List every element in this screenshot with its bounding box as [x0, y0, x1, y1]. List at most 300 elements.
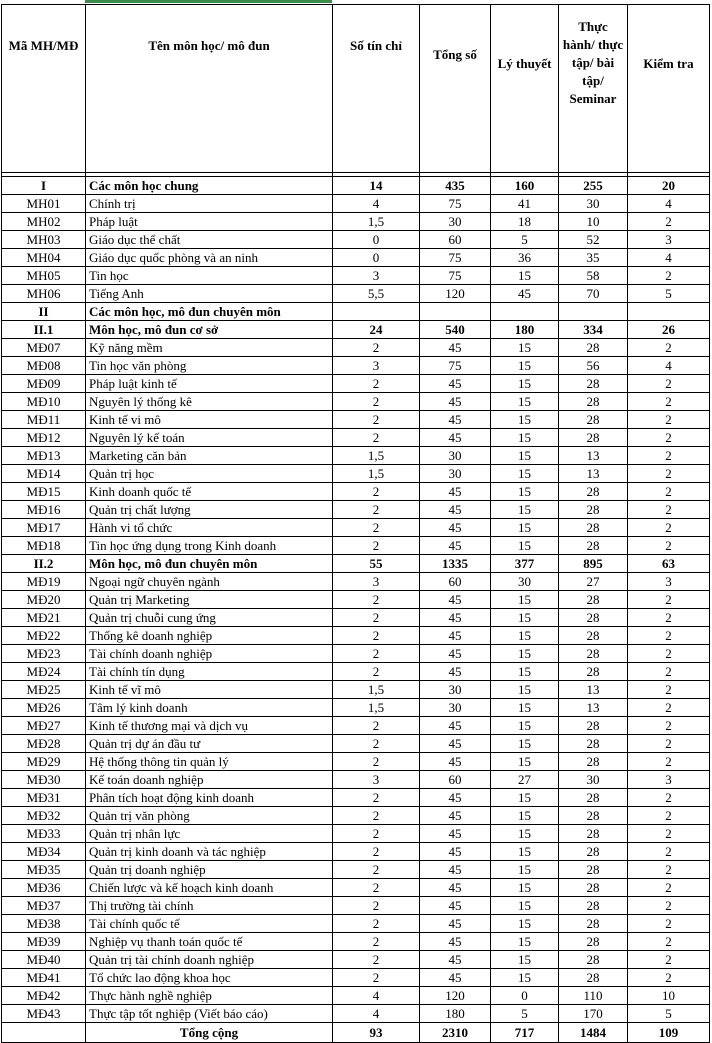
cell-theory[interactable]: 45: [491, 285, 559, 303]
cell-code[interactable]: MĐ07: [2, 339, 86, 357]
cell-credits[interactable]: 2: [333, 591, 420, 609]
cell-name[interactable]: Quản trị nhân lực: [86, 825, 333, 843]
cell-credits[interactable]: 2: [333, 393, 420, 411]
cell-credits[interactable]: 3: [333, 267, 420, 285]
cell-total[interactable]: 540: [420, 321, 491, 339]
cell-practice[interactable]: 28: [559, 411, 628, 429]
cell-practice[interactable]: 28: [559, 879, 628, 897]
cell-exam[interactable]: 2: [628, 879, 710, 897]
cell-code[interactable]: MH03: [2, 231, 86, 249]
cell-credits[interactable]: [333, 303, 420, 321]
cell-exam[interactable]: 2: [628, 951, 710, 969]
cell-exam[interactable]: 2: [628, 447, 710, 465]
cell-total[interactable]: 120: [420, 987, 491, 1005]
cell-total[interactable]: 45: [420, 411, 491, 429]
cell-practice[interactable]: 10: [559, 213, 628, 231]
cell-credits[interactable]: 2: [333, 735, 420, 753]
cell-theory[interactable]: 160: [491, 177, 559, 195]
cell-name[interactable]: Tin học văn phòng: [86, 357, 333, 375]
cell-total[interactable]: 30: [420, 699, 491, 717]
cell-exam[interactable]: 3: [628, 573, 710, 591]
cell-theory[interactable]: 15: [491, 501, 559, 519]
cell-code[interactable]: MH01: [2, 195, 86, 213]
cell-practice[interactable]: 28: [559, 609, 628, 627]
cell-exam[interactable]: 2: [628, 519, 710, 537]
cell-exam[interactable]: 2: [628, 213, 710, 231]
cell-practice[interactable]: 334: [559, 321, 628, 339]
cell-exam[interactable]: 2: [628, 483, 710, 501]
cell-credits[interactable]: 2: [333, 411, 420, 429]
cell-theory[interactable]: 15: [491, 663, 559, 681]
cell-code[interactable]: MĐ17: [2, 519, 86, 537]
cell-code[interactable]: MĐ18: [2, 537, 86, 555]
cell-theory[interactable]: 15: [491, 861, 559, 879]
cell-practice[interactable]: 255: [559, 177, 628, 195]
cell-credits[interactable]: 2: [333, 663, 420, 681]
cell-practice[interactable]: 28: [559, 375, 628, 393]
cell-credits[interactable]: 4: [333, 195, 420, 213]
cell-code[interactable]: MĐ27: [2, 717, 86, 735]
cell-exam[interactable]: 3: [628, 231, 710, 249]
cell-name[interactable]: Tâm lý kinh doanh: [86, 699, 333, 717]
cell-code[interactable]: MĐ37: [2, 897, 86, 915]
cell-exam[interactable]: 2: [628, 501, 710, 519]
cell-name[interactable]: Tài chính tín dụng: [86, 663, 333, 681]
cell-credits[interactable]: 3: [333, 573, 420, 591]
cell-total[interactable]: 45: [420, 879, 491, 897]
cell-credits[interactable]: 2: [333, 519, 420, 537]
cell-exam[interactable]: 2: [628, 753, 710, 771]
cell-exam[interactable]: 26: [628, 321, 710, 339]
cell-exam[interactable]: 2: [628, 789, 710, 807]
cell-name[interactable]: Quản trị dự án đầu tư: [86, 735, 333, 753]
cell-name[interactable]: Thực tập tốt nghiệp (Viết báo cáo): [86, 1005, 333, 1023]
cell-total[interactable]: 30: [420, 681, 491, 699]
cell-name[interactable]: Tiếng Anh: [86, 285, 333, 303]
cell-theory[interactable]: 15: [491, 339, 559, 357]
cell-code[interactable]: MĐ12: [2, 429, 86, 447]
cell-theory[interactable]: 15: [491, 933, 559, 951]
cell-practice[interactable]: 28: [559, 429, 628, 447]
cell-exam[interactable]: 4: [628, 195, 710, 213]
cell-code[interactable]: MĐ26: [2, 699, 86, 717]
cell-credits[interactable]: 2: [333, 429, 420, 447]
cell-practice[interactable]: 70: [559, 285, 628, 303]
cell-practice[interactable]: [559, 303, 628, 321]
cell-practice[interactable]: 28: [559, 825, 628, 843]
cell-practice[interactable]: 13: [559, 681, 628, 699]
cell-total[interactable]: 120: [420, 285, 491, 303]
cell-code[interactable]: MĐ40: [2, 951, 86, 969]
cell-code[interactable]: MĐ15: [2, 483, 86, 501]
cell-theory[interactable]: 15: [491, 825, 559, 843]
cell-exam[interactable]: 2: [628, 663, 710, 681]
cell-code[interactable]: MĐ16: [2, 501, 86, 519]
cell-credits[interactable]: 2: [333, 897, 420, 915]
cell-practice[interactable]: 110: [559, 987, 628, 1005]
cell-total[interactable]: 75: [420, 267, 491, 285]
cell-theory[interactable]: 15: [491, 267, 559, 285]
cell-total[interactable]: 45: [420, 933, 491, 951]
cell-practice[interactable]: 28: [559, 393, 628, 411]
cell-theory[interactable]: 377: [491, 555, 559, 573]
cell-total[interactable]: 45: [420, 519, 491, 537]
cell-total[interactable]: 75: [420, 357, 491, 375]
cell-theory[interactable]: 36: [491, 249, 559, 267]
cell-practice[interactable]: 28: [559, 861, 628, 879]
cell-exam[interactable]: 3: [628, 771, 710, 789]
cell-name[interactable]: Chính trị: [86, 195, 333, 213]
cell-theory[interactable]: 30: [491, 573, 559, 591]
cell-total[interactable]: 45: [420, 645, 491, 663]
cell-practice[interactable]: 895: [559, 555, 628, 573]
cell-practice[interactable]: 13: [559, 465, 628, 483]
cell-total[interactable]: 45: [420, 735, 491, 753]
cell-theory[interactable]: 15: [491, 627, 559, 645]
cell-credits[interactable]: 2: [333, 789, 420, 807]
cell-exam[interactable]: 4: [628, 357, 710, 375]
cell-credits[interactable]: 2: [333, 627, 420, 645]
cell-exam[interactable]: 2: [628, 915, 710, 933]
cell-exam[interactable]: 2: [628, 969, 710, 987]
cell-credits[interactable]: 2: [333, 969, 420, 987]
cell-code[interactable]: MĐ24: [2, 663, 86, 681]
cell-code[interactable]: MĐ42: [2, 987, 86, 1005]
cell-exam[interactable]: 2: [628, 609, 710, 627]
totals-total[interactable]: 2310: [420, 1023, 491, 1043]
cell-practice[interactable]: 170: [559, 1005, 628, 1023]
cell-credits[interactable]: 1,5: [333, 699, 420, 717]
cell-total[interactable]: 30: [420, 465, 491, 483]
totals-exam[interactable]: 109: [628, 1023, 710, 1043]
cell-practice[interactable]: 28: [559, 915, 628, 933]
cell-name[interactable]: Quản trị văn phòng: [86, 807, 333, 825]
cell-credits[interactable]: 2: [333, 915, 420, 933]
cell-theory[interactable]: 180: [491, 321, 559, 339]
cell-credits[interactable]: 24: [333, 321, 420, 339]
cell-name[interactable]: Quản trị doanh nghiệp: [86, 861, 333, 879]
cell-name[interactable]: Môn học, mô đun chuyên môn: [86, 555, 333, 573]
cell-total[interactable]: 45: [420, 789, 491, 807]
cell-exam[interactable]: 2: [628, 699, 710, 717]
cell-exam[interactable]: 2: [628, 843, 710, 861]
cell-name[interactable]: Tài chính quốc tế: [86, 915, 333, 933]
cell-code[interactable]: MĐ10: [2, 393, 86, 411]
cell-practice[interactable]: 28: [559, 501, 628, 519]
cell-name[interactable]: Các môn học, mô đun chuyên môn: [86, 303, 333, 321]
cell-code[interactable]: MĐ28: [2, 735, 86, 753]
cell-practice[interactable]: 28: [559, 519, 628, 537]
cell-name[interactable]: Nghiệp vụ thanh toán quốc tế: [86, 933, 333, 951]
cell-name[interactable]: Giáo dục quốc phòng và an ninh: [86, 249, 333, 267]
cell-theory[interactable]: 15: [491, 447, 559, 465]
cell-practice[interactable]: 28: [559, 645, 628, 663]
cell-exam[interactable]: 2: [628, 933, 710, 951]
cell-code[interactable]: MĐ11: [2, 411, 86, 429]
cell-theory[interactable]: 15: [491, 681, 559, 699]
cell-name[interactable]: Các môn học chung: [86, 177, 333, 195]
cell-theory[interactable]: 15: [491, 735, 559, 753]
cell-theory[interactable]: 15: [491, 789, 559, 807]
cell-credits[interactable]: 0: [333, 231, 420, 249]
cell-theory[interactable]: 15: [491, 969, 559, 987]
header-practice[interactable]: Thực hành/ thực tập/ bài tập/ Seminar: [559, 5, 628, 173]
cell-theory[interactable]: 27: [491, 771, 559, 789]
cell-practice[interactable]: 28: [559, 933, 628, 951]
cell-credits[interactable]: 4: [333, 987, 420, 1005]
cell-name[interactable]: Nguyên lý kế toán: [86, 429, 333, 447]
cell-code[interactable]: MĐ25: [2, 681, 86, 699]
cell-credits[interactable]: 4: [333, 1005, 420, 1023]
cell-exam[interactable]: 20: [628, 177, 710, 195]
cell-practice[interactable]: 28: [559, 339, 628, 357]
cell-theory[interactable]: 41: [491, 195, 559, 213]
cell-credits[interactable]: 3: [333, 771, 420, 789]
cell-name[interactable]: Tin học ứng dụng trong Kinh doanh: [86, 537, 333, 555]
cell-theory[interactable]: 5: [491, 231, 559, 249]
cell-code[interactable]: MĐ29: [2, 753, 86, 771]
cell-total[interactable]: 45: [420, 951, 491, 969]
cell-theory[interactable]: 15: [491, 609, 559, 627]
cell-practice[interactable]: 28: [559, 627, 628, 645]
cell-exam[interactable]: 2: [628, 645, 710, 663]
cell-name[interactable]: Kinh doanh quốc tế: [86, 483, 333, 501]
cell-code[interactable]: MĐ34: [2, 843, 86, 861]
header-theory[interactable]: Lý thuyết: [491, 5, 559, 173]
cell-name[interactable]: Marketing căn bản: [86, 447, 333, 465]
cell-credits[interactable]: 1,5: [333, 681, 420, 699]
cell-practice[interactable]: 28: [559, 807, 628, 825]
cell-credits[interactable]: 5,5: [333, 285, 420, 303]
cell-name[interactable]: Pháp luật: [86, 213, 333, 231]
cell-practice[interactable]: 30: [559, 771, 628, 789]
cell-code[interactable]: MĐ23: [2, 645, 86, 663]
cell-theory[interactable]: 15: [491, 879, 559, 897]
cell-credits[interactable]: 2: [333, 501, 420, 519]
cell-theory[interactable]: 15: [491, 897, 559, 915]
cell-theory[interactable]: 15: [491, 591, 559, 609]
cell-total[interactable]: 45: [420, 807, 491, 825]
header-exam[interactable]: Kiểm tra: [628, 5, 710, 173]
cell-credits[interactable]: 2: [333, 483, 420, 501]
cell-credits[interactable]: 2: [333, 645, 420, 663]
cell-exam[interactable]: 5: [628, 1005, 710, 1023]
cell-exam[interactable]: 2: [628, 735, 710, 753]
cell-practice[interactable]: 28: [559, 843, 628, 861]
cell-credits[interactable]: 2: [333, 537, 420, 555]
cell-practice[interactable]: 27: [559, 573, 628, 591]
cell-exam[interactable]: 2: [628, 339, 710, 357]
cell-exam[interactable]: 2: [628, 465, 710, 483]
cell-exam[interactable]: 2: [628, 861, 710, 879]
cell-code[interactable]: MĐ21: [2, 609, 86, 627]
cell-practice[interactable]: 28: [559, 591, 628, 609]
cell-code[interactable]: MH05: [2, 267, 86, 285]
cell-theory[interactable]: 15: [491, 537, 559, 555]
cell-practice[interactable]: 30: [559, 195, 628, 213]
cell-name[interactable]: Tổ chức lao động khoa học: [86, 969, 333, 987]
cell-total[interactable]: 60: [420, 573, 491, 591]
cell-code[interactable]: MĐ35: [2, 861, 86, 879]
cell-exam[interactable]: 2: [628, 807, 710, 825]
cell-name[interactable]: Giáo dục thể chất: [86, 231, 333, 249]
cell-credits[interactable]: 1,5: [333, 447, 420, 465]
cell-exam[interactable]: [628, 303, 710, 321]
cell-credits[interactable]: 2: [333, 843, 420, 861]
cell-credits[interactable]: 0: [333, 249, 420, 267]
cell-name[interactable]: Hệ thống thông tin quản lý: [86, 753, 333, 771]
cell-code[interactable]: MĐ19: [2, 573, 86, 591]
cell-name[interactable]: Tài chính doanh nghiệp: [86, 645, 333, 663]
cell-name[interactable]: Kỹ năng mềm: [86, 339, 333, 357]
cell-exam[interactable]: 2: [628, 393, 710, 411]
header-credits[interactable]: Số tín chỉ: [333, 5, 420, 173]
cell-exam[interactable]: 2: [628, 411, 710, 429]
cell-theory[interactable]: 15: [491, 393, 559, 411]
cell-practice[interactable]: 13: [559, 699, 628, 717]
cell-total[interactable]: 45: [420, 483, 491, 501]
cell-exam[interactable]: 2: [628, 627, 710, 645]
cell-theory[interactable]: 15: [491, 411, 559, 429]
cell-exam[interactable]: 63: [628, 555, 710, 573]
cell-credits[interactable]: 55: [333, 555, 420, 573]
cell-exam[interactable]: 2: [628, 825, 710, 843]
cell-practice[interactable]: 28: [559, 753, 628, 771]
cell-code[interactable]: MĐ08: [2, 357, 86, 375]
cell-practice[interactable]: 28: [559, 897, 628, 915]
header-code[interactable]: Mã MH/MĐ: [2, 5, 86, 173]
cell-total[interactable]: 45: [420, 339, 491, 357]
cell-practice[interactable]: 28: [559, 717, 628, 735]
cell-name[interactable]: Quản trị chuỗi cung ứng: [86, 609, 333, 627]
cell-code[interactable]: MĐ09: [2, 375, 86, 393]
cell-total[interactable]: 60: [420, 231, 491, 249]
cell-total[interactable]: 45: [420, 537, 491, 555]
cell-practice[interactable]: 35: [559, 249, 628, 267]
cell-total[interactable]: [420, 303, 491, 321]
cell-total[interactable]: 45: [420, 897, 491, 915]
cell-credits[interactable]: 1,5: [333, 213, 420, 231]
cell-exam[interactable]: 2: [628, 897, 710, 915]
cell-code[interactable]: II: [2, 303, 86, 321]
cell-credits[interactable]: 2: [333, 825, 420, 843]
cell-theory[interactable]: 15: [491, 375, 559, 393]
cell-total[interactable]: 45: [420, 429, 491, 447]
cell-code[interactable]: II.1: [2, 321, 86, 339]
cell-exam[interactable]: 2: [628, 429, 710, 447]
cell-code[interactable]: MĐ39: [2, 933, 86, 951]
cell-name[interactable]: Phân tích hoạt động kinh doanh: [86, 789, 333, 807]
cell-code[interactable]: MĐ41: [2, 969, 86, 987]
cell-total[interactable]: 45: [420, 825, 491, 843]
cell-exam[interactable]: 2: [628, 681, 710, 699]
cell-practice[interactable]: 52: [559, 231, 628, 249]
cell-theory[interactable]: 18: [491, 213, 559, 231]
cell-total[interactable]: 1335: [420, 555, 491, 573]
cell-code[interactable]: MĐ33: [2, 825, 86, 843]
cell-name[interactable]: Kinh tế thương mại và dịch vụ: [86, 717, 333, 735]
cell-total[interactable]: 45: [420, 753, 491, 771]
cell-name[interactable]: Kinh tế vĩ mô: [86, 681, 333, 699]
cell-name[interactable]: Môn học, mô đun cơ sở: [86, 321, 333, 339]
cell-name[interactable]: Quản trị kinh doanh và tác nghiệp: [86, 843, 333, 861]
cell-practice[interactable]: 28: [559, 951, 628, 969]
cell-code[interactable]: MĐ14: [2, 465, 86, 483]
cell-total[interactable]: 45: [420, 627, 491, 645]
totals-theory[interactable]: 717: [491, 1023, 559, 1043]
cell-credits[interactable]: 2: [333, 933, 420, 951]
cell-practice[interactable]: 28: [559, 735, 628, 753]
cell-total[interactable]: 75: [420, 249, 491, 267]
cell-total[interactable]: 30: [420, 447, 491, 465]
cell-code[interactable]: MĐ31: [2, 789, 86, 807]
cell-theory[interactable]: 15: [491, 645, 559, 663]
cell-credits[interactable]: 1,5: [333, 465, 420, 483]
cell-exam[interactable]: 2: [628, 375, 710, 393]
cell-code[interactable]: MĐ43: [2, 1005, 86, 1023]
cell-exam[interactable]: 5: [628, 285, 710, 303]
cell-code[interactable]: MH04: [2, 249, 86, 267]
cell-practice[interactable]: 13: [559, 447, 628, 465]
cell-name[interactable]: Ngoại ngữ chuyên ngành: [86, 573, 333, 591]
cell-total[interactable]: 45: [420, 717, 491, 735]
cell-total[interactable]: 30: [420, 213, 491, 231]
totals-practice[interactable]: 1484: [559, 1023, 628, 1043]
cell-credits[interactable]: 2: [333, 879, 420, 897]
cell-name[interactable]: Kế toán doanh nghiệp: [86, 771, 333, 789]
cell-code[interactable]: MĐ13: [2, 447, 86, 465]
cell-practice[interactable]: 28: [559, 969, 628, 987]
cell-practice[interactable]: 58: [559, 267, 628, 285]
header-name[interactable]: Tên môn học/ mô đun: [86, 5, 333, 173]
cell-theory[interactable]: 15: [491, 699, 559, 717]
cell-theory[interactable]: 15: [491, 753, 559, 771]
cell-total[interactable]: 45: [420, 501, 491, 519]
cell-name[interactable]: Quản trị chất lượng: [86, 501, 333, 519]
cell-name[interactable]: Tin học: [86, 267, 333, 285]
cell-theory[interactable]: 15: [491, 915, 559, 933]
cell-name[interactable]: Thống kê doanh nghiệp: [86, 627, 333, 645]
cell-practice[interactable]: 28: [559, 537, 628, 555]
cell-total[interactable]: 45: [420, 591, 491, 609]
cell-credits[interactable]: 2: [333, 861, 420, 879]
cell-code[interactable]: MĐ30: [2, 771, 86, 789]
cell-name[interactable]: Thị trường tài chính: [86, 897, 333, 915]
cell-name[interactable]: Chiến lược và kế hoạch kinh doanh: [86, 879, 333, 897]
cell-credits[interactable]: 2: [333, 807, 420, 825]
cell-code[interactable]: II.2: [2, 555, 86, 573]
totals-code[interactable]: [2, 1023, 86, 1043]
cell-total[interactable]: 45: [420, 393, 491, 411]
cell-exam[interactable]: 2: [628, 717, 710, 735]
cell-credits[interactable]: 2: [333, 753, 420, 771]
cell-name[interactable]: Quản trị Marketing: [86, 591, 333, 609]
cell-name[interactable]: Quản trị tài chính doanh nghiệp: [86, 951, 333, 969]
cell-code[interactable]: MH02: [2, 213, 86, 231]
cell-credits[interactable]: 14: [333, 177, 420, 195]
cell-exam[interactable]: 4: [628, 249, 710, 267]
cell-exam[interactable]: 2: [628, 537, 710, 555]
cell-exam[interactable]: 2: [628, 267, 710, 285]
cell-practice[interactable]: 28: [559, 483, 628, 501]
cell-total[interactable]: 60: [420, 771, 491, 789]
cell-code[interactable]: I: [2, 177, 86, 195]
cell-theory[interactable]: [491, 303, 559, 321]
cell-code[interactable]: MĐ22: [2, 627, 86, 645]
cell-credits[interactable]: 2: [333, 717, 420, 735]
cell-theory[interactable]: 15: [491, 807, 559, 825]
cell-theory[interactable]: 15: [491, 951, 559, 969]
